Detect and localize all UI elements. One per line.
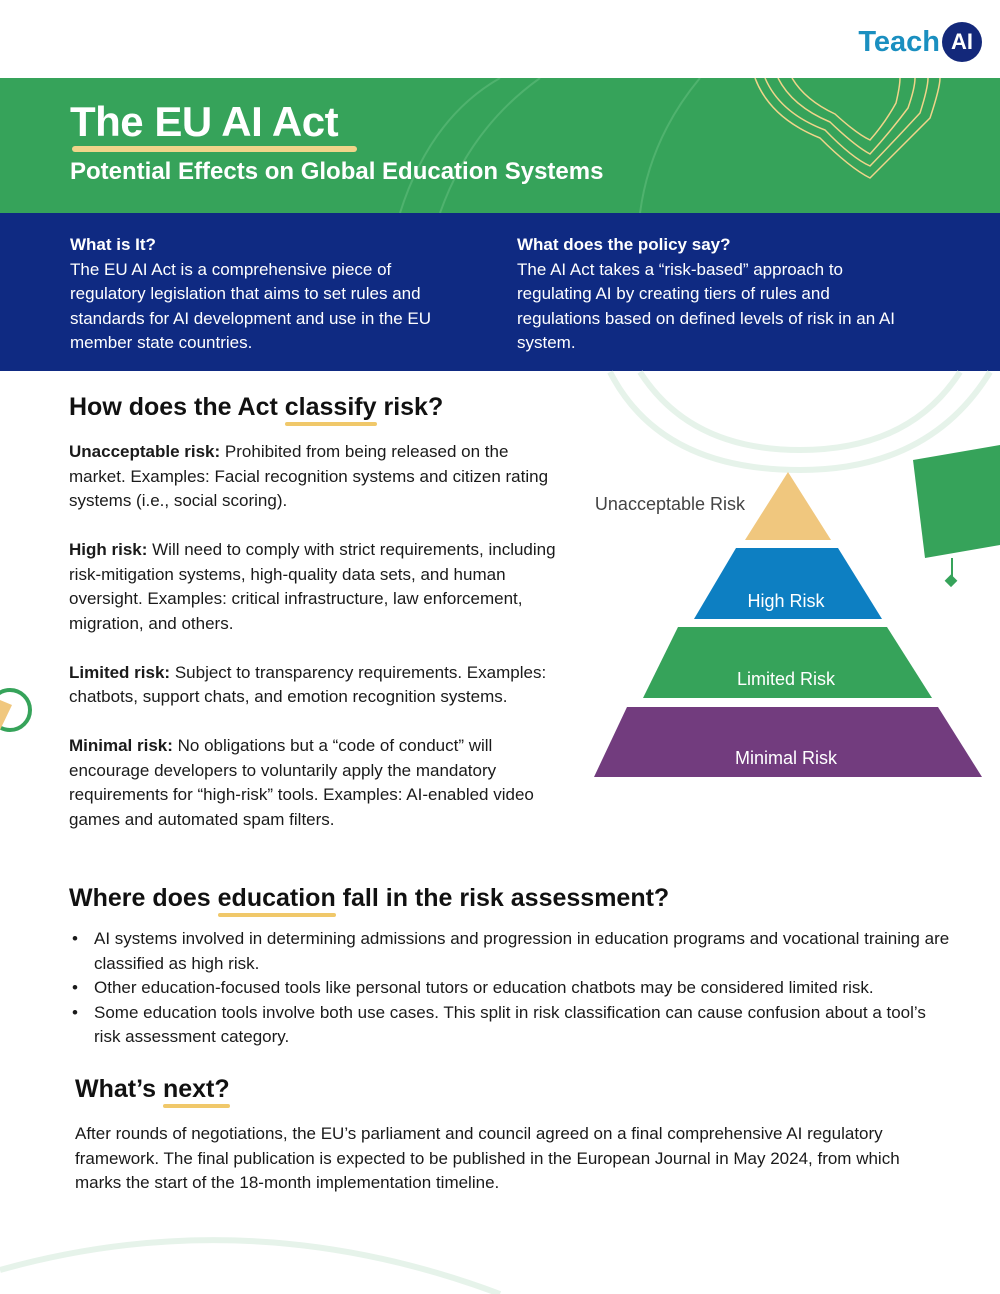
risk-item-minimal (69, 734, 559, 832)
risk-text: Prohibited from being released on the market. Examples: Facial recognition systems and citizen rating systems (i.e., social scoring). (69, 442, 549, 510)
risk-item-unacceptable (69, 440, 559, 514)
risk-text: No obligations but a “code of conduct” will encourage developers to voluntarily apply the mandatory requirements for “high-risk” tools. Examples: AI-enabled video games and automated spam filters. (69, 736, 534, 829)
heading-emphasis: education (217, 884, 336, 912)
risk-label: Minimal risk: (69, 736, 173, 755)
policy-heading: What does the policy say? (517, 235, 731, 254)
risk-label: Limited risk: (69, 662, 171, 682)
pyramid-tier-unacceptable (745, 472, 831, 540)
risk-descriptions (69, 440, 559, 857)
heading-emphasis: classify (284, 393, 377, 421)
tier-label-limited: Limited Risk (736, 669, 836, 689)
what-heading: What is It? (70, 235, 156, 254)
next-heading (75, 1075, 230, 1104)
bullet-item: • Some education tools involve both use cases. This split in risk classification can cause confusion about a tool’s risk assessment category. (72, 1001, 952, 1050)
tier-label-minimal: Minimal Risk (734, 748, 838, 768)
policy-text: The AI Act takes a “risk-based” approach to regulating AI by creating tiers of rules and regulations based on defined levels of risk in an AI system. (517, 259, 896, 352)
risk-text: Will need to comply with strict requirements, including risk-mitigation systems, high-quality data sets, and human oversight. Examples: critical infrastructure, law enforcement, migration, and others. (69, 540, 556, 633)
heading-text: risk? (376, 393, 444, 421)
bullet-item: • AI systems involved in determining admissions and progression in education programs and vocational training are classified as high risk. (72, 927, 952, 976)
risk-item-limited (69, 661, 559, 710)
what-text: The EU AI Act is a comprehensive piece of regulatory legislation that aims to set rules and standards for AI development and use in the EU member state countries. (70, 259, 432, 352)
heading-text: fall in the risk assessment? (335, 884, 670, 912)
tier-label-unacceptable: Unacceptable Risk (594, 494, 745, 514)
heading-text: How does the Act (69, 393, 285, 421)
page-subtitle: Potential Effects on Global Education Systems (70, 158, 604, 185)
tier-label-high: High Risk (747, 591, 825, 611)
risk-item-high (69, 538, 559, 636)
education-bullets (72, 927, 952, 1050)
risk-label: Unacceptable risk: (69, 442, 221, 461)
classify-heading (69, 393, 443, 422)
education-heading (69, 884, 669, 913)
heading-text: What’s (75, 1075, 163, 1103)
risk-text: Subject to transparency requirements. Examples: chatbots, support chats, and emotion recognition systems. (69, 662, 547, 706)
logo-text: Teach (858, 25, 940, 58)
heading-text: Where does (69, 884, 218, 912)
logo-badge: AI (942, 22, 982, 62)
bullet-item: • Other education-focused tools like personal tutors or education chatbots may be considered limited risk. (72, 976, 952, 1001)
page-title: The EU AI Act (70, 98, 339, 145)
heading-emphasis: next? (162, 1075, 230, 1103)
green-flag-decoration (913, 445, 1000, 558)
risk-label: High risk: (69, 540, 148, 559)
next-text: After rounds of negotiations, the EU’s parliament and council agreed on a final comprehensive AI regulatory framework. The final publication is expected to be published in the European Journal in May 2024, from which marks the start of the 18-month implementation timeline. (75, 1124, 900, 1192)
